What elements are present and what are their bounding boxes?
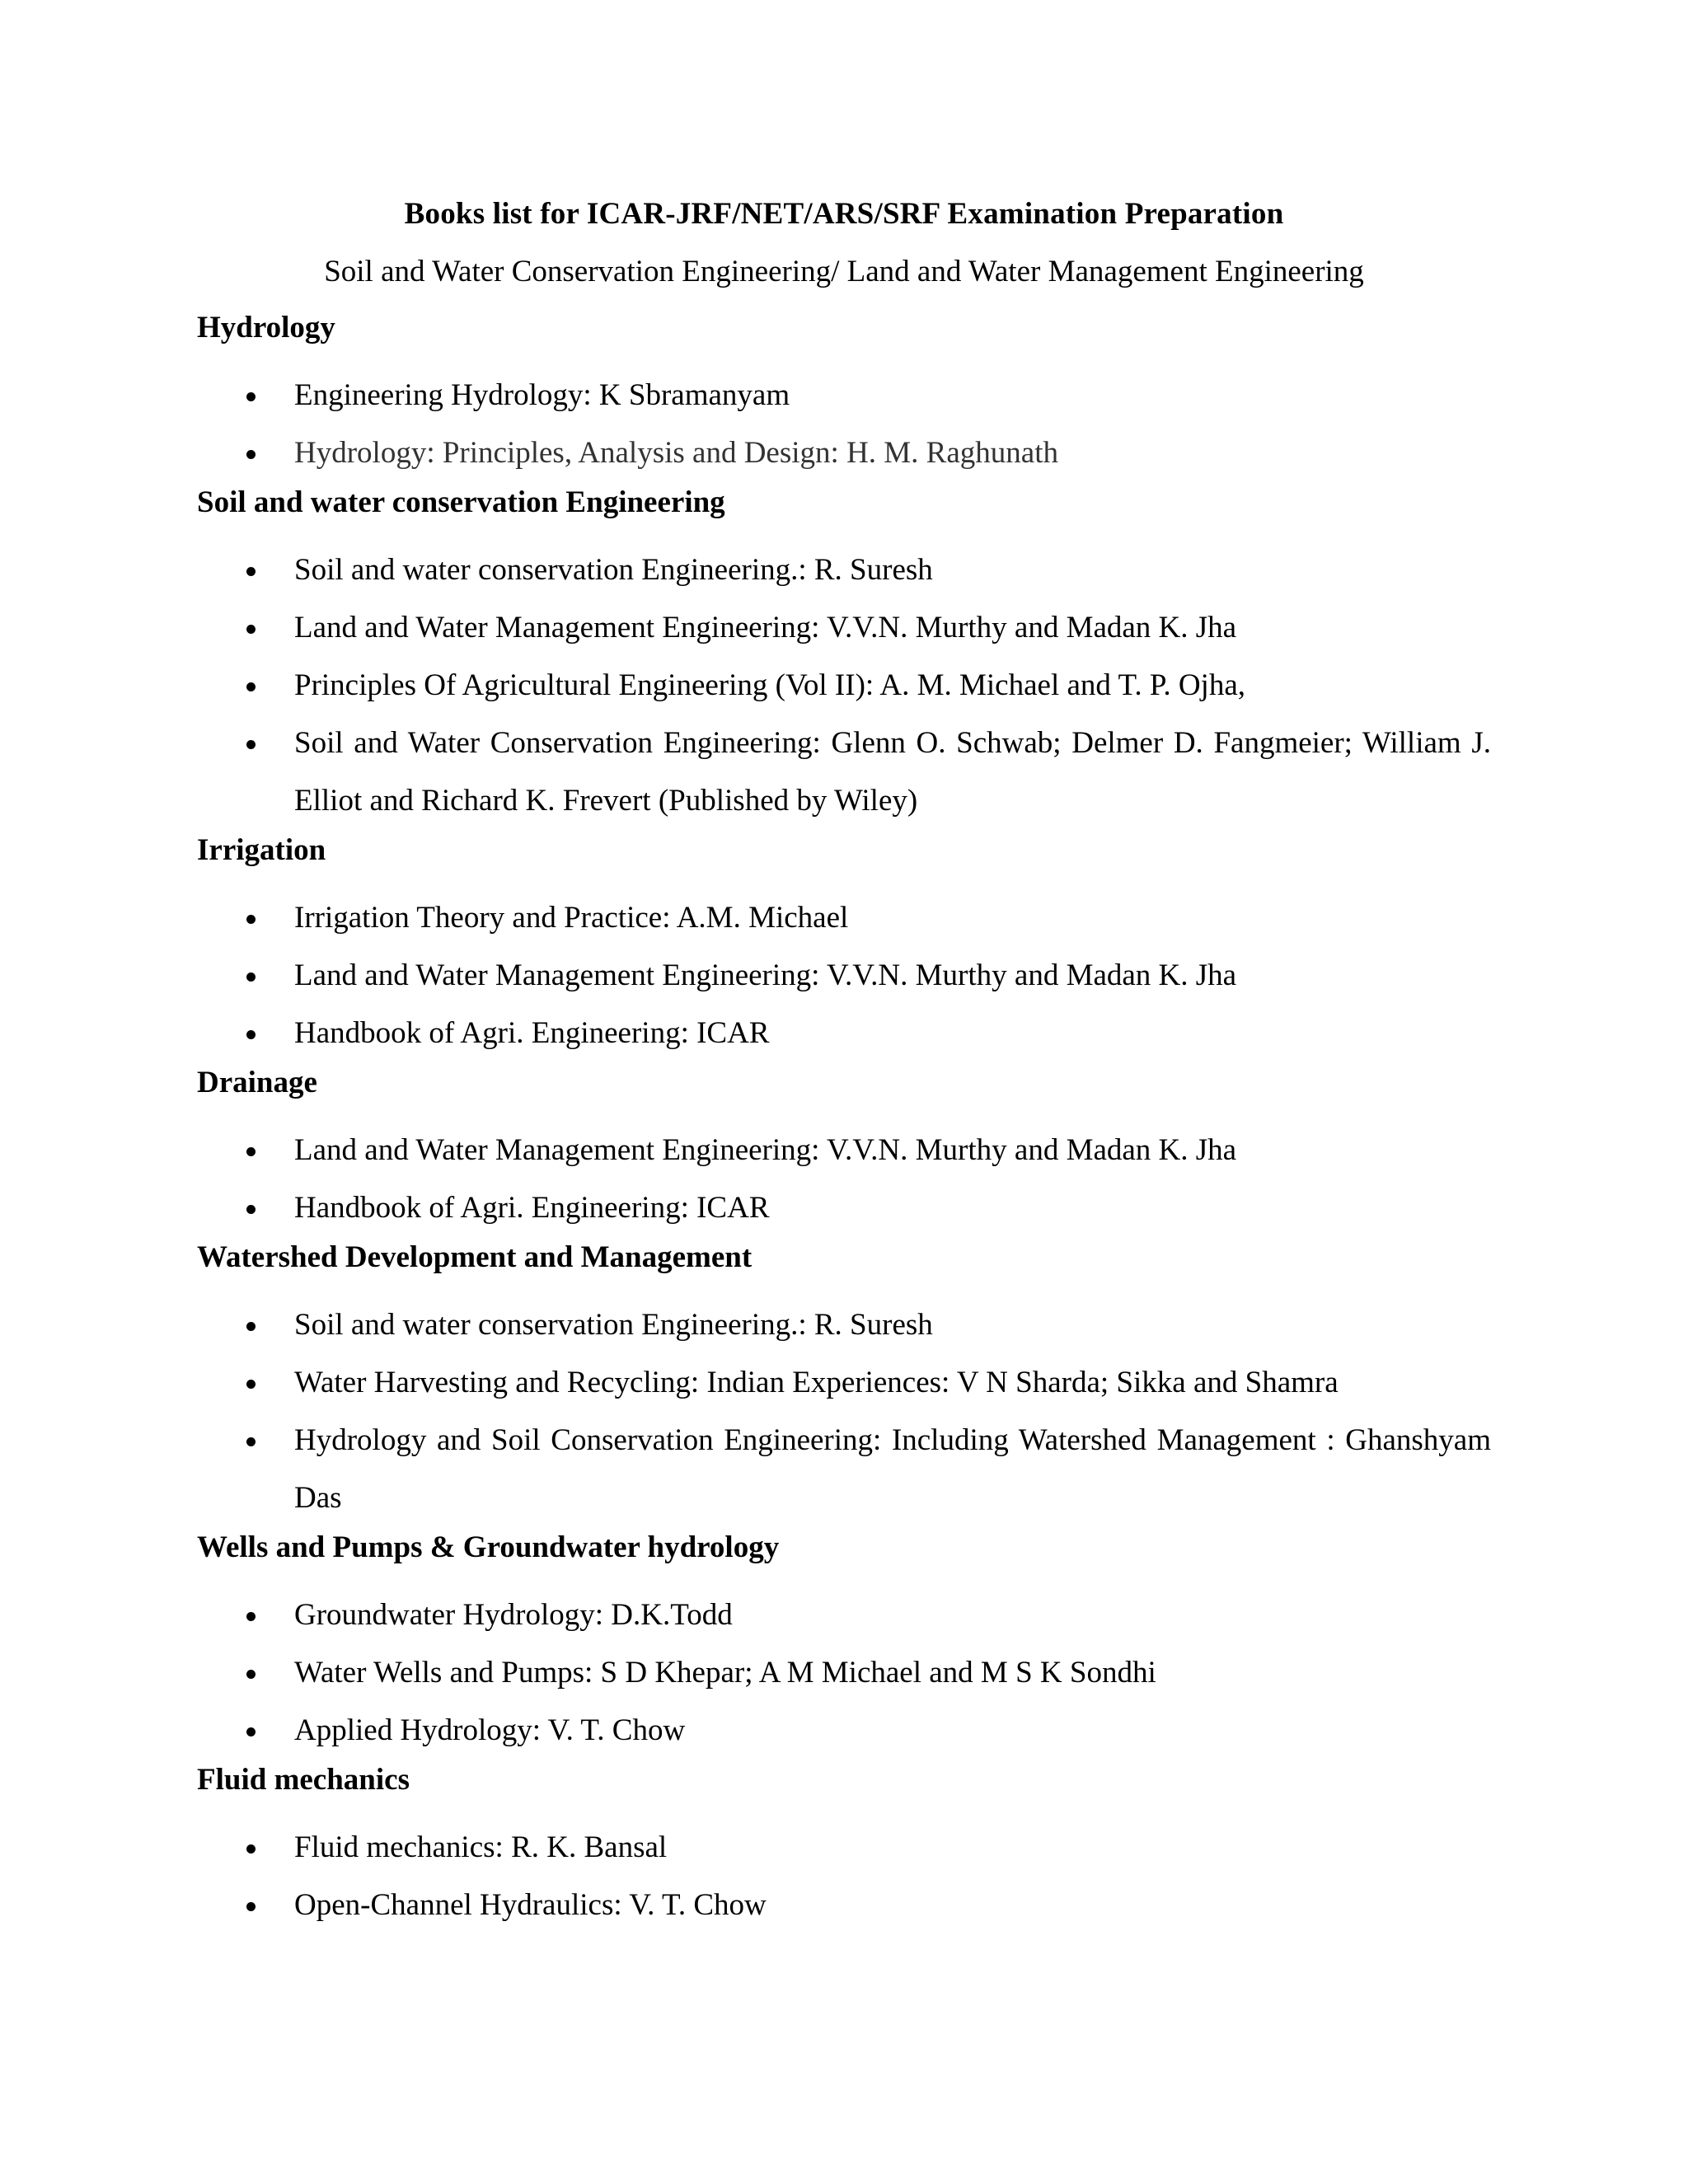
list-item	[197, 1005, 1491, 1062]
section-soil-water-conservation	[197, 482, 1491, 830]
bullet-icon	[246, 1322, 256, 1331]
book-list-items	[197, 541, 1491, 830]
bullet-icon	[246, 682, 256, 691]
bullet-icon	[246, 1670, 256, 1679]
section-heading: Soil and water conservation Engineering	[197, 485, 725, 519]
section-heading: Wells and Pumps & Groundwater hydrology	[197, 1530, 780, 1564]
book-entry: Soil and water conservation Engineering.: R. Suresh	[294, 553, 933, 587]
section-drainage	[197, 1062, 1491, 1237]
book-entry: Engineering Hydrology: K Sbramanyam	[294, 378, 790, 412]
book-entry: Soil and water conservation Engineering.: R. Suresh	[294, 1308, 933, 1342]
book-entry: Applied Hydrology: V. T. Chow	[294, 1713, 686, 1747]
list-item	[197, 715, 1491, 830]
list-item	[197, 1412, 1491, 1527]
book-list-items	[197, 1586, 1491, 1760]
bullet-icon	[246, 1612, 256, 1621]
list-item	[197, 367, 1491, 424]
bullet-icon	[246, 1844, 256, 1854]
list-item	[197, 657, 1491, 715]
book-entry: Land and Water Management Engineering: V.V.N. Murthy and Madan K. Jha	[294, 611, 1237, 644]
list-item	[197, 541, 1491, 599]
book-entry: Soil and Water Conservation Engineering: Glenn O. Schwab; Delmer D. Fangmeier; William J. Elliot and Richard K. Frevert (Published by Wiley)	[294, 726, 1491, 818]
section-heading: Fluid mechanics	[197, 1763, 410, 1797]
book-list-items	[197, 1122, 1491, 1237]
bullet-icon	[246, 1147, 256, 1156]
book-entry: Principles Of Agricultural Engineering (Vol II): A. M. Michael and T. P. Ojha,	[294, 668, 1245, 702]
list-item	[197, 889, 1491, 947]
book-list-items	[197, 1296, 1491, 1527]
book-entry: Water Wells and Pumps: S D Khepar; A M Michael and M S K Sondhi	[294, 1656, 1156, 1690]
section-wells-pumps	[197, 1527, 1491, 1760]
bullet-icon	[246, 392, 256, 401]
list-item	[197, 947, 1491, 1005]
list-item	[197, 1179, 1491, 1237]
book-list-items	[197, 889, 1491, 1062]
bullet-icon	[246, 1380, 256, 1389]
bullet-icon	[246, 450, 256, 459]
section-irrigation	[197, 830, 1491, 1062]
book-entry: Land and Water Management Engineering: V.V.N. Murthy and Madan K. Jha	[294, 1133, 1237, 1167]
bullet-icon	[246, 972, 256, 982]
list-item	[197, 599, 1491, 657]
list-item	[197, 1122, 1491, 1179]
book-list-items	[197, 367, 1491, 482]
book-entry: Fluid mechanics: R. K. Bansal	[294, 1830, 668, 1864]
bullet-icon	[246, 567, 256, 576]
document-subtitle: Soil and Water Conservation Engineering/ Land and Water Management Engineering	[324, 255, 1364, 288]
bullet-icon	[246, 625, 256, 634]
section-fluid-mechanics	[197, 1760, 1491, 1934]
bullet-icon	[246, 1437, 256, 1446]
section-heading: Watershed Development and Management	[197, 1240, 753, 1274]
book-entry: Hydrology: Principles, Analysis and Design: H. M. Raghunath	[294, 436, 1058, 470]
book-entry: Open-Channel Hydraulics: V. T. Chow	[294, 1888, 767, 1922]
bullet-icon	[246, 1030, 256, 1039]
list-item	[197, 424, 1491, 482]
book-entry: Irrigation Theory and Practice: A.M. Michael	[294, 901, 849, 935]
section-heading: Irrigation	[197, 833, 326, 867]
list-item	[197, 1586, 1491, 1644]
section-heading: Hydrology	[197, 311, 335, 344]
book-list-items	[197, 1819, 1491, 1934]
bullet-icon	[246, 740, 256, 749]
list-item	[197, 1644, 1491, 1702]
book-entry: Water Harvesting and Recycling: Indian Experiences: V N Sharda; Sikka and Shamra	[294, 1366, 1339, 1399]
bullet-icon	[246, 1902, 256, 1911]
book-entry: Hydrology and Soil Conservation Engineering: Including Watershed Management : Ghanshyam Das	[294, 1423, 1491, 1515]
bullet-icon	[246, 1727, 256, 1736]
list-item	[197, 1819, 1491, 1877]
list-item	[197, 1354, 1491, 1412]
list-item	[197, 1877, 1491, 1934]
section-watershed	[197, 1237, 1491, 1527]
section-heading: Drainage	[197, 1066, 317, 1099]
book-entry: Handbook of Agri. Engineering: ICAR	[294, 1016, 770, 1050]
book-entry: Groundwater Hydrology: D.K.Todd	[294, 1598, 733, 1632]
list-item	[197, 1296, 1491, 1354]
book-entry: Land and Water Management Engineering: V.V.N. Murthy and Madan K. Jha	[294, 958, 1237, 992]
list-item	[197, 1702, 1491, 1760]
document-title: Books list for ICAR-JRF/NET/ARS/SRF Examination Preparation	[404, 197, 1284, 231]
bullet-icon	[246, 915, 256, 924]
book-list	[197, 307, 1491, 1934]
section-hydrology	[197, 307, 1491, 482]
book-entry: Handbook of Agri. Engineering: ICAR	[294, 1191, 770, 1225]
bullet-icon	[246, 1205, 256, 1214]
